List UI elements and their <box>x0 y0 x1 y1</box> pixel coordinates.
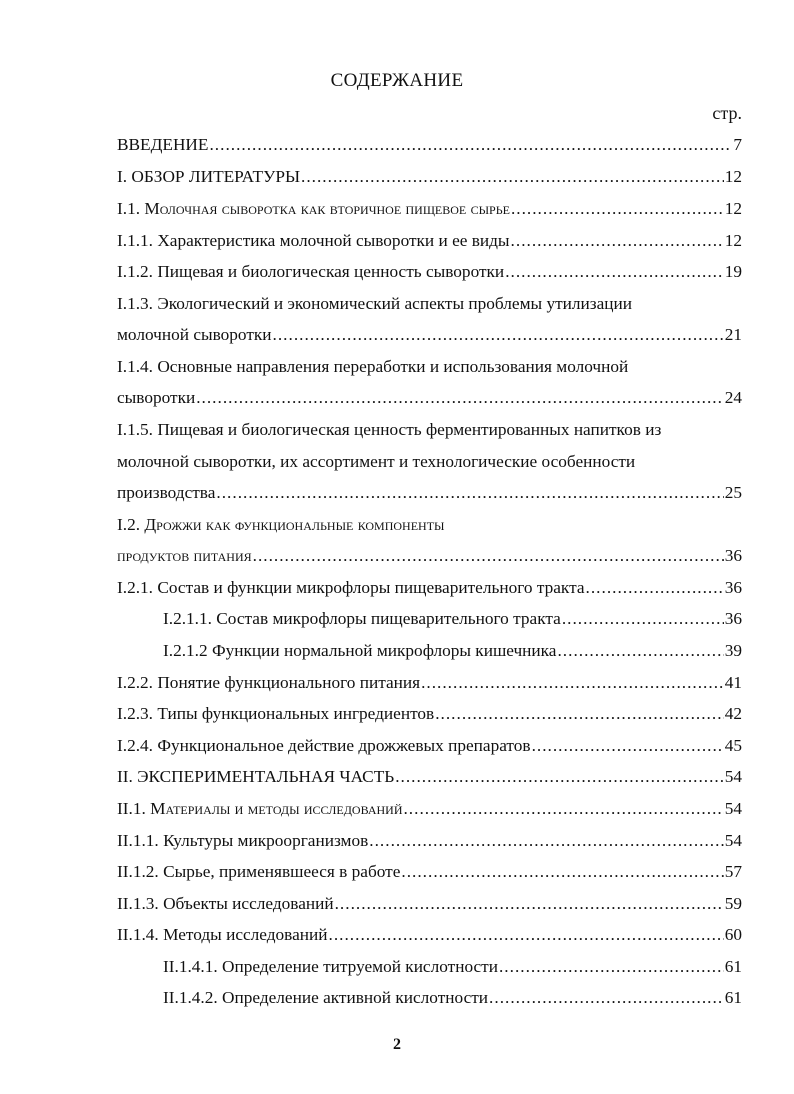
toc-entry-section-2-1-3 <box>117 891 742 917</box>
toc-entry-section-1-2-1 <box>117 575 742 601</box>
toc-leader-dots <box>401 859 723 885</box>
toc-entry-section-1-1-2 <box>117 259 742 285</box>
toc-leader-dots <box>586 575 724 601</box>
toc-page-number: 54 <box>724 831 742 850</box>
toc-leader-dots <box>403 796 723 822</box>
toc-leader-dots <box>489 985 724 1011</box>
toc-entry-title: сыворотки <box>117 388 196 407</box>
toc-entry-section-1-1-3 <box>117 322 742 348</box>
page-column-header: стр. <box>712 103 742 123</box>
toc-entry-section-1-2-2 <box>117 670 742 696</box>
toc-entry-title: I.2.4. Функциональное действие дрожжевых препаратов <box>117 736 531 755</box>
toc-entry-section-2-1-4 <box>117 922 742 948</box>
toc-page-number: 59 <box>724 894 742 913</box>
page-title: СОДЕРЖАНИЕ <box>330 70 464 91</box>
toc-leader-dots <box>499 954 724 980</box>
toc-page-number: 57 <box>724 862 742 881</box>
toc-entry-section-2-1-4-2 <box>163 985 742 1011</box>
toc-page-number: 12 <box>724 199 742 218</box>
toc-page-number: 61 <box>724 957 742 976</box>
toc-entry-title: I.1. Молочная сыворотка как вторичное пищевое сырье <box>117 199 510 218</box>
toc-entry-section-1-2-1-2 <box>163 638 742 664</box>
toc-entry-section-2-1 <box>117 796 742 822</box>
toc-leader-dots <box>369 828 723 854</box>
toc-page-number: 12 <box>724 167 742 186</box>
toc-page-number: 7 <box>733 135 742 154</box>
toc-leader-dots <box>511 228 724 254</box>
toc-entry-title: I. ОБЗОР ЛИТЕРАТУРЫ <box>117 167 301 186</box>
toc-page-number: 42 <box>724 704 742 723</box>
toc-entry-section-1-1-5-line1: I.1.5. Пищевая и биологическая ценность ферментированных напитков из <box>117 420 662 439</box>
toc-entry-title: II.1.4.2. Определение активной кислотности <box>163 988 489 1007</box>
toc-entry-section-1-2-line1: I.2. Дрожжи как функциональные компоненты <box>117 515 445 534</box>
toc-entry-section-1-2-1-1 <box>163 606 742 632</box>
toc-leader-dots <box>196 385 724 411</box>
toc-page-number: 19 <box>724 262 742 281</box>
toc-leader-dots <box>505 259 724 285</box>
toc-leader-dots <box>511 196 724 222</box>
toc-entry-section-2-1-4-1 <box>163 954 742 980</box>
toc-entry-section-1-2-3 <box>117 701 742 727</box>
toc-entry-title: II.1.3. Объекты исследований <box>117 894 334 913</box>
toc-entry-section-1-1 <box>117 196 742 222</box>
toc-leader-dots <box>329 922 724 948</box>
page-number: 2 <box>393 1036 401 1053</box>
toc-entry-title: I.1.2. Пищевая и биологическая ценность сыворотки <box>117 262 505 281</box>
toc-page-number: 54 <box>724 799 742 818</box>
toc-leader-dots <box>301 164 724 190</box>
toc-entry-title: I.2.1. Состав и функции микрофлоры пищеварительного тракта <box>117 578 585 597</box>
toc-page-number: 25 <box>724 483 742 502</box>
toc-leader-dots <box>216 480 723 506</box>
toc-leader-dots <box>557 638 723 664</box>
toc-entry-section-1-2-4 <box>117 733 742 759</box>
toc-page-number: 54 <box>724 767 742 786</box>
toc-leader-dots <box>395 764 724 790</box>
toc-entry-section-1-1-5 <box>117 480 742 506</box>
toc-entry-section-1-1-4 <box>117 385 742 411</box>
toc-page-number: 36 <box>724 609 742 628</box>
toc-page-number: 45 <box>724 736 742 755</box>
toc-entry-title: I.2.2. Понятие функционального питания <box>117 673 421 692</box>
toc-page-number: 61 <box>724 988 742 1007</box>
toc-entry-section-2-1-1 <box>117 828 742 854</box>
toc-page-number: 12 <box>724 231 742 250</box>
toc-leader-dots <box>532 733 724 759</box>
toc-entry-title: I.2.1.1. Состав микрофлоры пищеварительного тракта <box>163 609 561 628</box>
toc-leader-dots <box>562 606 724 632</box>
toc-page-number: 60 <box>724 925 742 944</box>
toc-leader-dots <box>421 670 724 696</box>
toc-entry-section-1 <box>117 164 742 190</box>
toc-entry-section-2 <box>117 764 742 790</box>
toc-entry-title: II.1.2. Сырье, применявшееся в работе <box>117 862 401 881</box>
toc-page-number: 36 <box>724 546 742 565</box>
toc-entry-title: I.1.1. Характеристика молочной сыворотки и ее виды <box>117 231 510 250</box>
toc-leader-dots <box>253 543 724 569</box>
toc-entry-title: II.1.1. Культуры микроорганизмов <box>117 831 369 850</box>
toc-entry-title: II.1.4. Методы исследований <box>117 925 328 944</box>
toc-entry-section-1-1-4-line1: I.1.4. Основные направления переработки и использования молочной <box>117 357 629 376</box>
toc-leader-dots <box>209 132 732 158</box>
toc-page-number: 36 <box>724 578 742 597</box>
toc-entry-title: ВВЕДЕНИЕ <box>117 135 209 154</box>
toc-page-number: 24 <box>724 388 742 407</box>
toc-entry-title: молочной сыворотки <box>117 325 272 344</box>
toc-entry-title: I.2.3. Типы функциональных ингредиентов <box>117 704 435 723</box>
toc-page-number: 39 <box>724 641 742 660</box>
toc-leader-dots <box>435 701 724 727</box>
toc-entry-introduction <box>117 132 742 158</box>
toc-entry-title: производства <box>117 483 216 502</box>
toc-entry-title: продуктов питания <box>117 546 252 565</box>
toc-page-number: 21 <box>724 325 742 344</box>
toc-entry-section-1-2 <box>117 543 742 569</box>
toc-leader-dots <box>335 891 724 917</box>
toc-entry-title: II.1.4.1. Определение титруемой кислотности <box>163 957 498 976</box>
toc-entry-title: II. ЭКСПЕРИМЕНТАЛЬНАЯ ЧАСТЬ <box>117 767 395 786</box>
toc-entry-section-1-1-5-line2: молочной сыворотки, их ассортимент и технологические особенности <box>117 452 636 471</box>
toc-entry-section-2-1-2 <box>117 859 742 885</box>
toc-entry-section-1-1-3-line1: I.1.3. Экологический и экономический аспекты проблемы утилизации <box>117 294 633 313</box>
toc-entry-title: II.1. Материалы и методы исследований <box>117 799 403 818</box>
toc-entry-title: I.2.1.2 Функции нормальной микрофлоры кишечника <box>163 641 557 660</box>
toc-leader-dots <box>273 322 724 348</box>
toc-entry-section-1-1-1 <box>117 228 742 254</box>
toc-page-number: 41 <box>724 673 742 692</box>
